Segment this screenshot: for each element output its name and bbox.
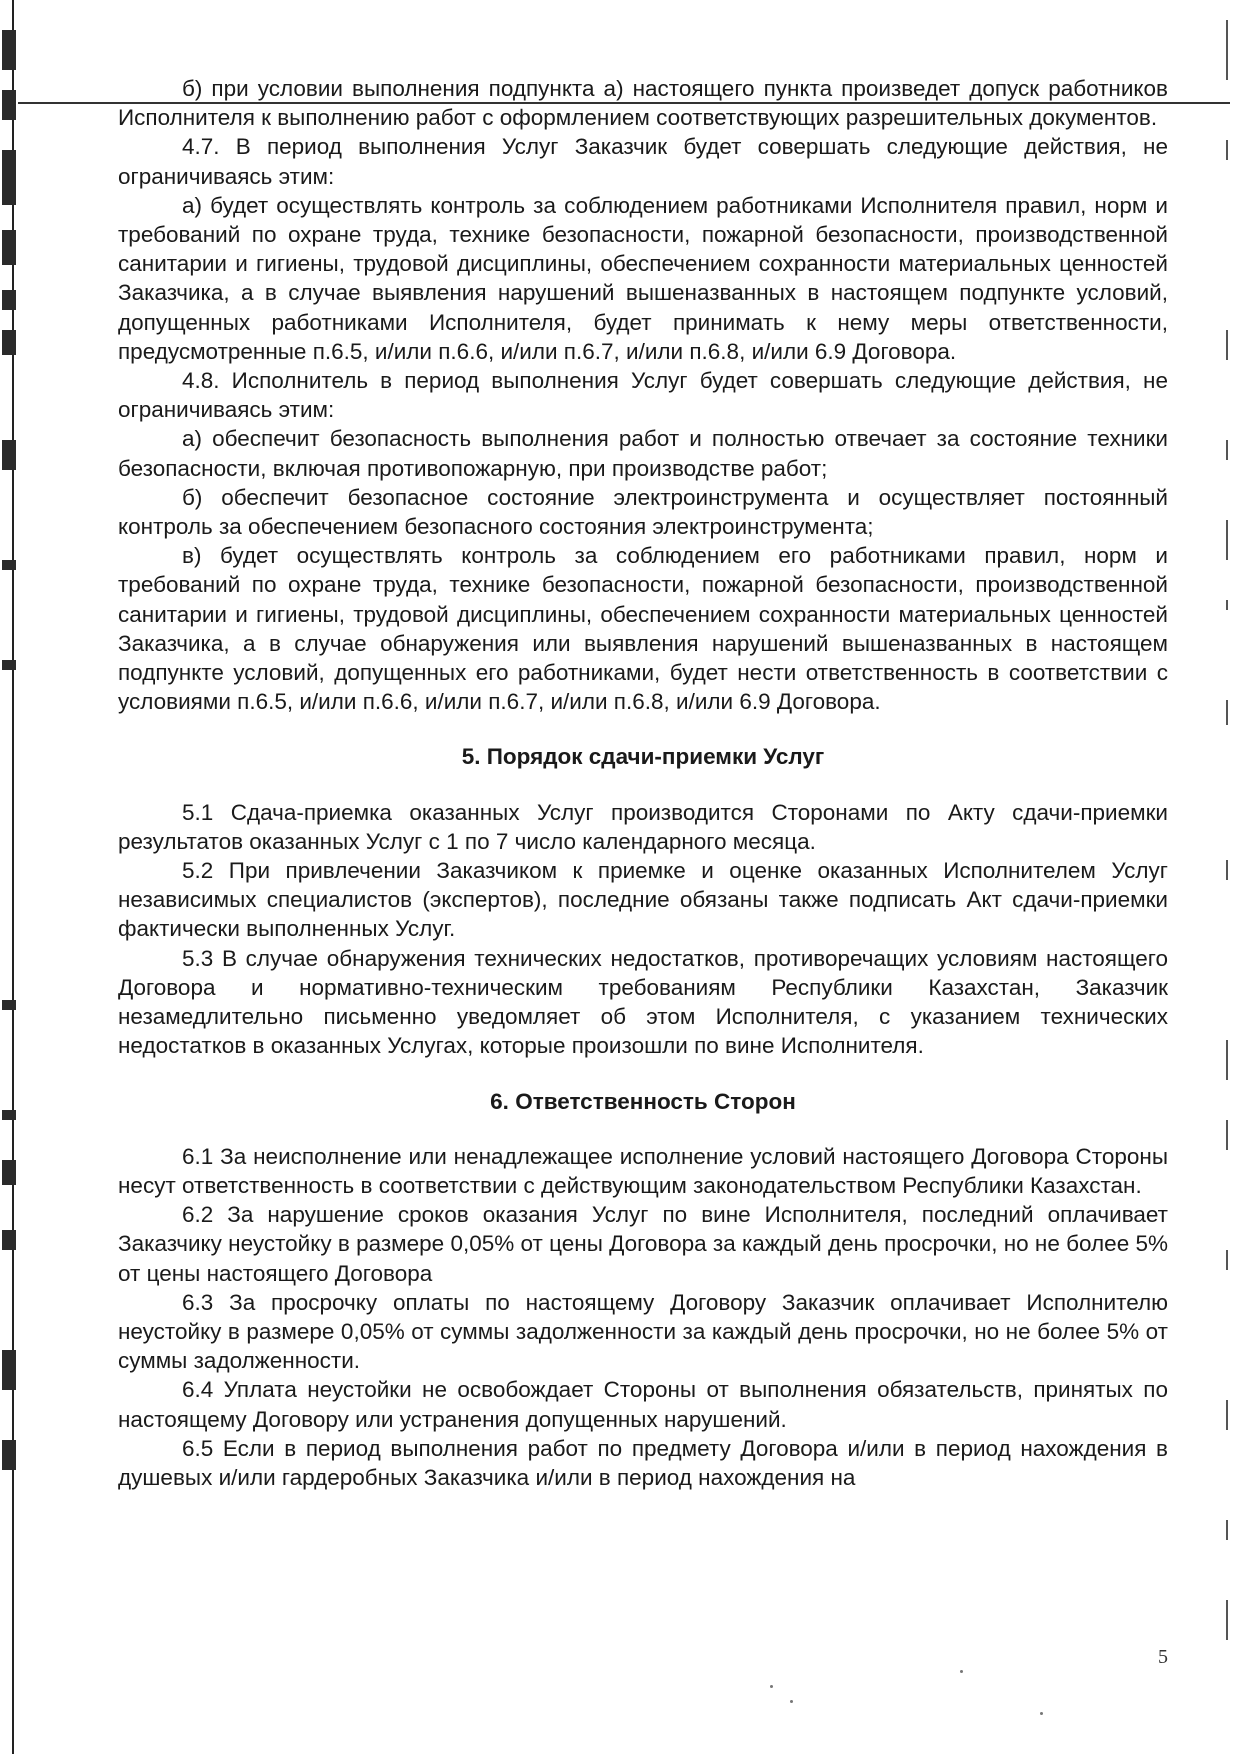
- scan-edge-mark: [1226, 860, 1228, 880]
- scan-edge-mark: [2, 330, 16, 355]
- scan-edge-mark: [1226, 700, 1228, 725]
- scan-edge-mark: [2, 660, 16, 670]
- scan-edge-mark: [1226, 1250, 1228, 1270]
- scan-edge-mark: [2, 1000, 16, 1010]
- scan-speck: [960, 1670, 963, 1673]
- document-body: [118, 74, 1168, 1492]
- paragraphs-top: [118, 74, 1168, 716]
- scan-edge-mark: [2, 1440, 16, 1470]
- paragraph: 6.2 За нарушение сроков оказания Услуг по вине Исполнителя, последний оплачивает Заказчику неустойку в размере 0,05% от цены Договора за каждый день просрочки, но не более 5% от цены настоящего Договора: [118, 1202, 1168, 1286]
- paragraph: 6.1 За неисполнение или ненадлежащее исполнение условий настоящего Договора Стороны несут ответственность в соответствии с действующим законодательством Республики Казахстан.: [118, 1143, 1168, 1198]
- paragraph: б) обеспечит безопасное состояние электроинструмента и осуществляет постоянный контроль за обеспечением безопасного состояния электроинструмента;: [118, 484, 1168, 540]
- paragraph: а) будет осуществлять контроль за соблюдением работниками Исполнителя правил, норм и требований по охране труда, технике безопасности, пожарной безопасности, производственной санитарии и гигиены, трудовой дисциплины, обеспечением сохранности материальных ценностей Заказчика, а в случае выявления нарушений вышеназванных в настоящем подпункте условий, допущенных работниками Исполнителя, будет принимать к нему меры ответственности, предусмотренные п.6.5, и/или п.6.6, и/или п.6.7, и/или п.6.8, и/или 6.9 Договора.: [118, 192, 1168, 364]
- paragraph: 6.5 Если в период выполнения работ по предмету Договора и/или в период нахождения в душевых и/или гардеробных Заказчика и/или в период нахождения на: [118, 1435, 1168, 1490]
- paragraph: 6.3 За просрочку оплаты по настоящему Договору Заказчик оплачивает Исполнителю неустойку в размере 0,05% от суммы задолженности за каждый день просрочки, но не более 5% от суммы задолженности.: [118, 1289, 1168, 1374]
- section-6-body: [118, 1142, 1168, 1492]
- paragraph: б) при условии выполнения подпункта а) настоящего пункта произведет допуск работников Исполнителя к выполнению работ с оформлением соответствующих разрешительных документов.: [118, 76, 1168, 131]
- scan-edge-mark: [2, 150, 16, 205]
- scan-edge-mark: [1226, 330, 1228, 360]
- paragraph: 6.4 Уплата неустойки не освобождает Стороны от выполнения обязательств, принятых по настоящему Договору или устранения допущенных нарушений.: [118, 1377, 1168, 1432]
- scan-edge-mark: [2, 560, 16, 570]
- scan-edge-mark: [2, 1230, 16, 1250]
- scan-edge-mark: [2, 440, 16, 470]
- scan-edge-mark: [1226, 140, 1228, 160]
- scan-edge-mark: [2, 30, 16, 70]
- paragraph: 5.3 В случае обнаружения технических недостатков, противоречащих условиям настоящего Договора и нормативно-техническим требованиям Республики Казахстан, Заказчик незамедлительно письменно уведомляет об этом Исполнителя, с указанием технических недостатков в оказанных Услугах, которые произошли по вине Исполнителя.: [118, 945, 1168, 1059]
- scan-edge-mark: [1226, 1040, 1228, 1080]
- scan-edge-mark: [1226, 520, 1228, 560]
- scan-edge-mark: [1226, 1520, 1228, 1540]
- page-number: 5: [1158, 1646, 1168, 1668]
- scan-edge-mark: [1226, 1400, 1228, 1430]
- section-6-heading: 6. Ответственность Сторон: [490, 1088, 796, 1114]
- section-5-heading: 5. Порядок сдачи-приемки Услуг: [461, 744, 825, 770]
- paragraph: 5.1 Сдача-приемка оказанных Услуг производится Сторонами по Акту сдачи-приемки результатов оказанных Услуг с 1 по 7 число календарного месяца.: [118, 799, 1168, 854]
- paragraph: 4.7. В период выполнения Услуг Заказчик будет совершать следующие действия, не ограничиваясь этим:: [118, 134, 1168, 189]
- scan-edge-mark: [1226, 440, 1228, 460]
- scan-speck: [770, 1685, 773, 1688]
- scan-edge-mark: [2, 290, 16, 310]
- scan-edge-mark: [1226, 20, 1228, 80]
- paragraph: 4.8. Исполнитель в период выполнения Услуг будет совершать следующие действия, не ограничиваясь этим:: [118, 368, 1168, 423]
- paragraph: 5.2 При привлечении Заказчиком к приемке и оценке оказанных Исполнителем Услуг независимых специалистов (экспертов), последние обязаны также подписать Акт сдачи-приемки фактически выполненных Услуг.: [118, 858, 1168, 942]
- scan-edge-mark: [2, 1110, 16, 1120]
- scan-edge-mark: [1226, 600, 1228, 610]
- scan-speck: [790, 1700, 793, 1703]
- paragraph: в) будет осуществлять контроль за соблюдением его работниками правил, норм и требований по охране труда, технике безопасности, пожарной безопасности, производственной санитарии и гигиены, трудовой дисциплины, обеспечением сохранности материальных ценностей Заказчика, а в случае обнаружения или выявления нарушений вышеназванных в настоящем подпункте условий, допущенных его работниками, будет нести ответственность в соответствии с условиями п.6.5, и/или п.6.6, и/или п.6.7, и/или п.6.8, и/или 6.9 Договора.: [118, 543, 1168, 715]
- scan-edge-mark: [1226, 1120, 1228, 1150]
- section-5-body: [118, 798, 1168, 1061]
- scan-edge-mark: [1226, 1600, 1228, 1640]
- scan-left-edge: [2, 0, 18, 1754]
- scan-right-edge: [1226, 0, 1232, 1754]
- scan-edge-mark: [2, 1350, 16, 1390]
- scan-edge-mark: [2, 1160, 16, 1185]
- paragraph: а) обеспечит безопасность выполнения работ и полностью отвечает за состояние техники безопасности, включая противопожарную, при производстве работ;: [118, 426, 1168, 481]
- scan-edge-mark: [2, 90, 16, 120]
- scan-speck: [1040, 1712, 1043, 1715]
- scan-edge-mark: [2, 230, 16, 265]
